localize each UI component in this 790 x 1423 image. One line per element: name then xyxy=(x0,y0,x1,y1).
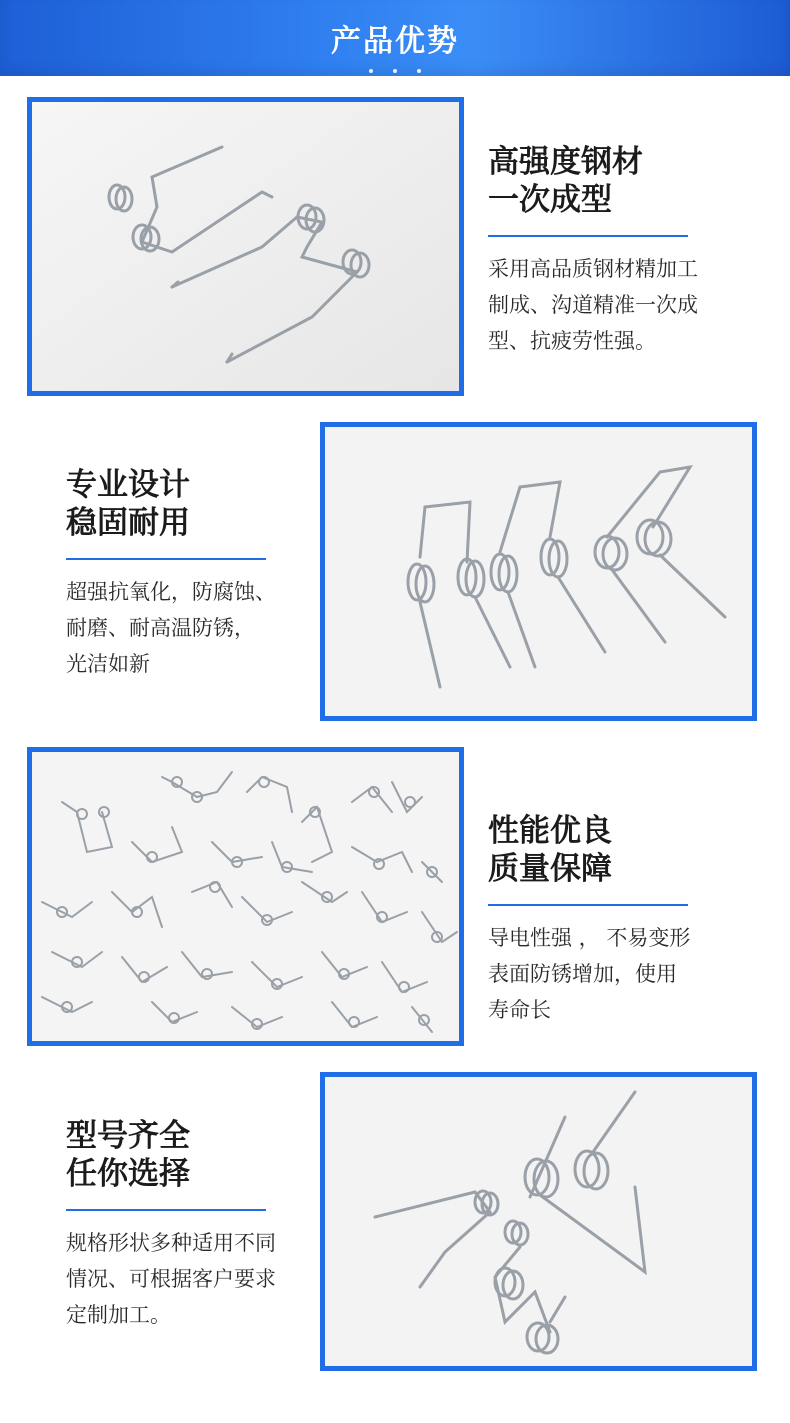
section-2-title-line1: 专业设计 xyxy=(66,467,190,503)
section-2-title-line2: 稳固耐用 xyxy=(66,505,190,541)
page-title: 产品优势 xyxy=(331,24,459,59)
section-4-desc-line2: 情况、可根据客户要求 xyxy=(66,1267,276,1291)
header-banner xyxy=(0,0,790,76)
section-1-text xyxy=(488,143,698,359)
section-4-title-line2: 任你选择 xyxy=(66,1156,190,1192)
torsion-spring-image xyxy=(325,427,752,716)
section-3-title-line1: 性能优良 xyxy=(488,813,612,849)
product-photo-4 xyxy=(320,1072,757,1371)
section-1-divider xyxy=(488,235,688,237)
section-4-title-line1: 型号齐全 xyxy=(66,1118,190,1154)
dot xyxy=(393,69,397,73)
torsion-spring-image xyxy=(32,102,459,391)
dot xyxy=(417,69,421,73)
section-2-desc-line2: 耐磨、耐高温防锈， xyxy=(66,616,255,640)
section-2-text xyxy=(66,466,276,682)
section-1-title-line1: 高强度钢材 xyxy=(488,144,643,180)
torsion-spring-image xyxy=(325,1077,752,1366)
section-3-divider xyxy=(488,904,688,906)
section-1-desc-line3: 型、抗疲劳性强。 xyxy=(488,329,656,353)
torsion-spring-image xyxy=(32,752,459,1041)
section-3-desc-line3: 寿命长 xyxy=(488,998,551,1022)
product-photo-3 xyxy=(27,747,464,1046)
section-3-title-line2: 质量保障 xyxy=(488,851,612,887)
section-2-divider xyxy=(66,558,266,560)
section-4-divider xyxy=(66,1209,266,1211)
product-photo-1 xyxy=(27,97,464,396)
section-3-desc-line1: 导电性强 ， 不易变形 xyxy=(488,926,691,950)
section-1-desc-line2: 制成、沟道精准一次成 xyxy=(488,293,698,317)
section-1-title-line2: 一次成型 xyxy=(488,182,612,218)
section-2-desc-line3: 光洁如新 xyxy=(66,652,150,676)
section-4-text xyxy=(66,1117,276,1333)
section-1-desc-line1: 采用高品质钢材精加工 xyxy=(488,257,698,281)
section-4-desc-line1: 规格形状多种适用不同 xyxy=(66,1231,276,1255)
section-2-desc-line1: 超强抗氧化，防腐蚀、 xyxy=(66,580,276,604)
dot xyxy=(369,69,373,73)
section-3-text xyxy=(488,812,690,1028)
banner-dots xyxy=(0,58,790,77)
section-4-desc-line3: 定制加工。 xyxy=(66,1303,171,1327)
section-3-desc-line2: 表面防锈增加，使用 xyxy=(488,962,677,986)
product-photo-2 xyxy=(320,422,757,721)
